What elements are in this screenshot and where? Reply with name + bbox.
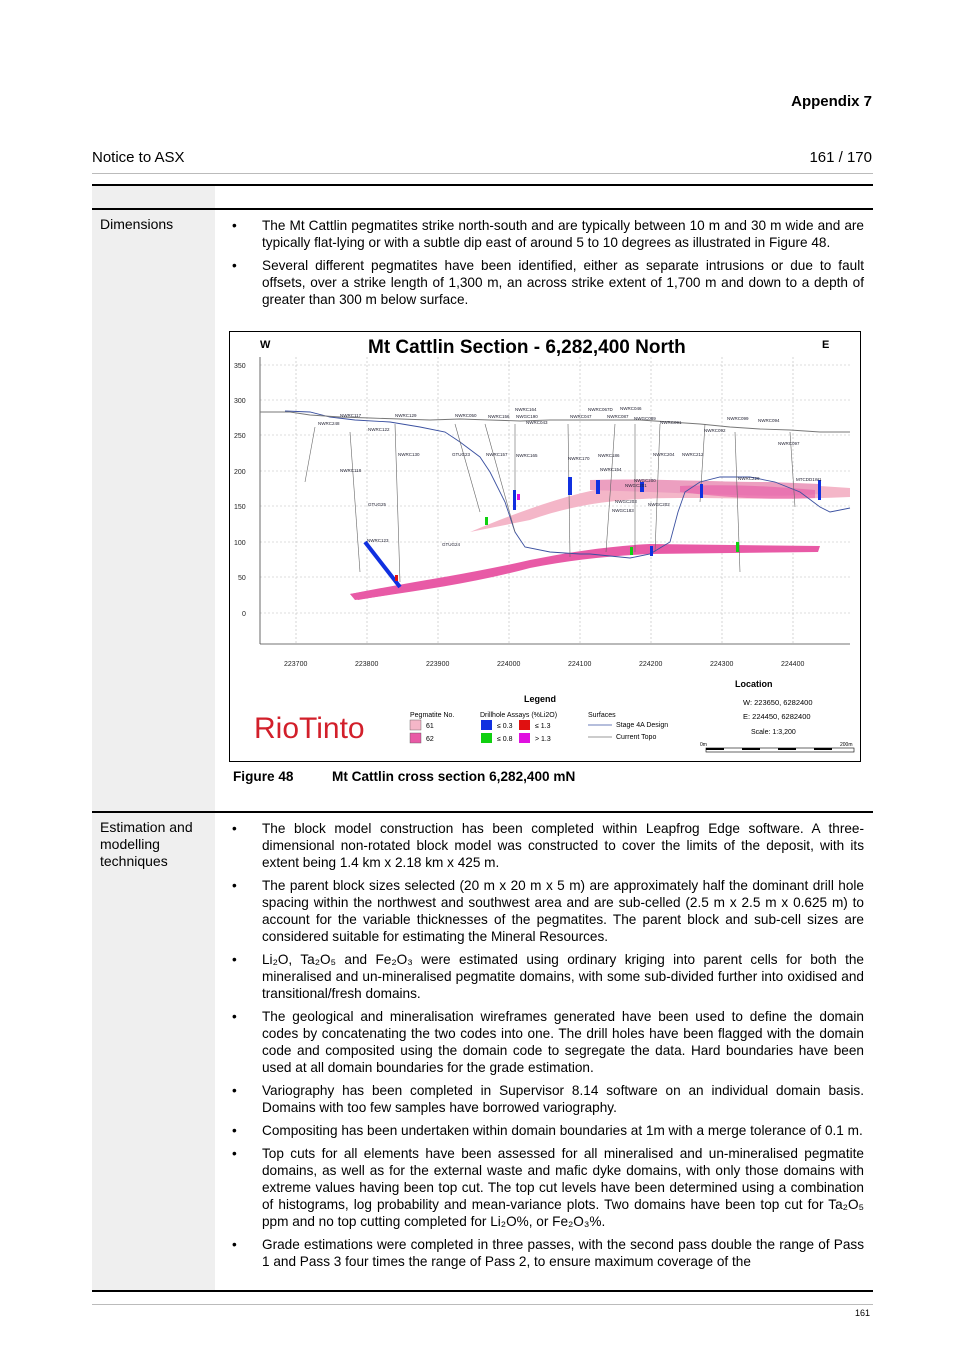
figure-caption (233, 769, 575, 784)
figure-title: Mt Cattlin Section - 6,282,400 North (368, 337, 686, 358)
scale-end: 200m (840, 742, 853, 748)
x-tick: 224200 (639, 661, 663, 668)
label-column (92, 186, 215, 1291)
hole-label: NWGC089 (634, 416, 656, 421)
pegmatite-62-lower (350, 544, 820, 600)
hole-label: NWRC094 (758, 418, 780, 423)
hole-label: NWRC046 (620, 406, 642, 411)
x-tick: 224000 (497, 661, 521, 668)
hole-label: NWRC164 (515, 407, 537, 412)
footer-rule (92, 1304, 873, 1305)
scale-start: 0m (700, 742, 707, 748)
hole-label: NWRC117 (340, 413, 362, 418)
legend-surface-item: Stage 4A Design (616, 722, 669, 729)
footer-page-number: 161 (854, 1308, 870, 1318)
legend-pegmatite-62: 62 (426, 736, 434, 743)
east-label: E (822, 339, 830, 351)
estimation-bullets (232, 820, 864, 1276)
figure-caption-text: Mt Cattlin cross section 6,282,400 mN (332, 769, 576, 784)
west-label: W (260, 339, 271, 351)
legend-swatch-assay (481, 733, 492, 743)
hole-label: GTUG24 (442, 542, 461, 547)
bullet-item: • Li₂O, Ta₂O₅ and Fe₂O₃ were estimated using ordinary kriging into parent cells for both the mineralised and un-mineralised pegmatite domains, with some sub-divided further into oxidised and transitional/fresh domains. (232, 952, 864, 1001)
hole-label: NWRC154 (600, 467, 622, 472)
legend-assay-item: > 1.3 (535, 736, 551, 743)
y-tick-labels (234, 363, 246, 618)
cross-section-svg (230, 332, 860, 761)
bullet-item: • Grade estimations were completed in three passes, with the second pass double the range of Pass 1 and Pass 3 four times the range of Pass 2, to ensure maximum coverage of the (232, 1237, 864, 1269)
legend-swatch-61 (410, 720, 421, 730)
dimensions-label: Dimensions (100, 216, 174, 232)
hole-label: NWRC091 (660, 420, 682, 425)
estimation-rule (92, 811, 873, 813)
hole-label: NWRC067D (588, 407, 613, 412)
estimation-label: Estimation and modelling techniques (100, 819, 193, 869)
y-tick: 300 (234, 398, 246, 405)
hole-label: NWRC118 (340, 468, 362, 473)
hole-label: NWRC043 (526, 420, 548, 425)
location-scale: Scale: 1:3,200 (751, 729, 796, 736)
bullet-item: • Compositing has been undertaken within domain boundaries at 1m with a merge tolerance of 0.1 m. (232, 1123, 863, 1138)
x-tick: 223700 (284, 661, 308, 668)
y-tick: 100 (234, 540, 246, 547)
hole-label: NWRC170 (568, 456, 590, 461)
hole-label: GTUG25 (368, 502, 387, 507)
hole-label: NWRC204 (653, 452, 675, 457)
legend-swatch-assay (481, 720, 492, 730)
drill-hole-nwrc123 (365, 542, 400, 587)
y-tick: 150 (234, 504, 246, 511)
hole-label: GTUG23 (452, 452, 471, 457)
x-tick: 223800 (355, 661, 379, 668)
bullet-item: • The Mt Cattlin pegmatites strike north-south and are typically between 10 m and 30 m wide and are typically flat-lying or with a subtle dip east of around 5 to 10 degrees as illustrated in Figure 48. (232, 218, 864, 250)
y-tick: 200 (234, 469, 246, 476)
y-tick: 250 (234, 433, 246, 440)
hole-label: NWRC212 (682, 452, 704, 457)
hole-label: NWGC202 (648, 502, 670, 507)
legend-title: Legend (524, 694, 557, 704)
x-tick-labels (284, 661, 804, 668)
legend-pegmatite-header: Pegmatite No. (410, 712, 455, 719)
legend-surfaces-header: Surfaces (588, 712, 616, 719)
table-bottom-rule (92, 1290, 873, 1292)
legend-swatch-assay (519, 720, 530, 730)
legend-assay-item: ≤ 0.3 (497, 723, 513, 730)
dimensions-bullets (232, 217, 864, 314)
hole-label: NWRC123 (367, 538, 389, 543)
legend-assay-header: Drillhole Assays (%Li2O) (480, 712, 558, 719)
cross-section-figure (229, 331, 861, 762)
hole-label: NWRC047 (570, 414, 592, 419)
bullet-item: • The block model construction has been completed within Leapfrog Edge software. A three-dimensional non-rotated block model was constructed to cover the limits of the deposit, with its extent being 1.4 km x 2.18 km x 425 m. (232, 821, 864, 870)
y-tick: 0 (242, 611, 246, 618)
hole-label: NWGC203 (615, 499, 637, 504)
bullet-item: • Several different pegmatites have been identified, either as separate intrusions or due to fault offsets, over a strike length of 1,300 m, an across strike extent of 1,700 m and down to a depth of greater than 300 m below surface. (232, 258, 864, 307)
hole-label: NWRC122 (368, 427, 390, 432)
scale-bar (706, 748, 854, 752)
hole-label: NWRC130 (398, 452, 420, 457)
legend-swatch-62 (410, 733, 421, 743)
hole-label: NWGC183 (612, 508, 634, 513)
bullet-item: • The geological and mineralisation wireframes generated have been used to define the domain codes by concatenating the two codes into one. The drill holes have been flagged with the domain code and composited using the domain code to segregate the data. Hard boundaries have been used at all domain boundaries for the grade estimation. (232, 1009, 864, 1075)
dimensions-rule (92, 208, 873, 210)
hole-label: MTCDD1W1 (796, 477, 822, 482)
hole-label: NWRC099 (727, 416, 749, 421)
hole-label: NWRC087 (607, 414, 629, 419)
notice-label: Notice to ASX (92, 149, 185, 166)
hole-label: NWRC129 (395, 413, 417, 418)
y-tick: 350 (234, 363, 246, 370)
hole-label: NWGC200 (634, 478, 656, 483)
bullet-item: • Top cuts for all elements have been assessed for all mineralised and un-mineralised pegmatite domains, as well as for the external waste and mafic dyke domains, with only those domains with extreme values having been top cut. The top cut levels have been determined using a combination of histograms, log probability and mean-variance plots. Two domains have been top cut for Ta₂O₅ ppm and no top cutting completed for Li₂O%, or Fe₂O₃%. (232, 1146, 864, 1229)
hole-label: NWRC248 (318, 421, 340, 426)
bullet-item: • The parent block sizes selected (20 m x 20 m x 5 m) are approximately half the dominant drill hole spacing within the northwest and southwest area and are sub-celled (2.5 m x 2.5 m x 0.625 m) to account for the variable thicknesses of the pegmatites. The parent block and sub-cell sizes are considered suitable for estimating the Mineral Resources. (232, 878, 864, 944)
location-w: W: 223650, 6282400 (743, 698, 813, 707)
legend-surface-item: Current Topo (616, 734, 657, 741)
hole-label: NWRC229 (738, 476, 760, 481)
hole-label: NWRC050 (455, 413, 477, 418)
legend-assay-item: ≤ 1.3 (535, 723, 551, 730)
x-tick: 224400 (781, 661, 805, 668)
header-rule (92, 173, 873, 174)
hole-label: NWGC190 (516, 414, 538, 419)
hole-label: NWRC157 (486, 452, 508, 457)
legend-pegmatite-61: 61 (426, 723, 434, 730)
rio-tinto-logo: RioTinto (254, 712, 365, 745)
x-tick: 224100 (568, 661, 592, 668)
hole-label: NWRC186 (598, 453, 620, 458)
figure-number: Figure 48 (233, 769, 294, 784)
y-tick: 50 (238, 575, 246, 582)
legend-swatch-assay (519, 733, 530, 743)
hole-label: NWRC165 (516, 453, 538, 458)
hole-label: NWRC092 (704, 428, 726, 433)
x-tick: 224300 (710, 661, 734, 668)
hole-label: NWRC156 (488, 414, 510, 419)
hole-label: NWGC201 (625, 483, 647, 488)
x-tick: 223900 (426, 661, 450, 668)
hole-labels (318, 406, 822, 547)
location-title: Location (735, 679, 773, 689)
location-e: E: 224450, 6282400 (743, 712, 811, 721)
bullet-item: • Variography has been completed in Supervisor 8.14 software on an individual domain basis. Domains with too few samples have borrowed variography. (232, 1083, 864, 1115)
page-count: 161 / 170 (809, 149, 872, 166)
legend-assay-item: ≤ 0.8 (497, 736, 513, 743)
hole-label: NWRC097 (778, 441, 800, 446)
appendix-title: Appendix 7 (791, 93, 872, 110)
